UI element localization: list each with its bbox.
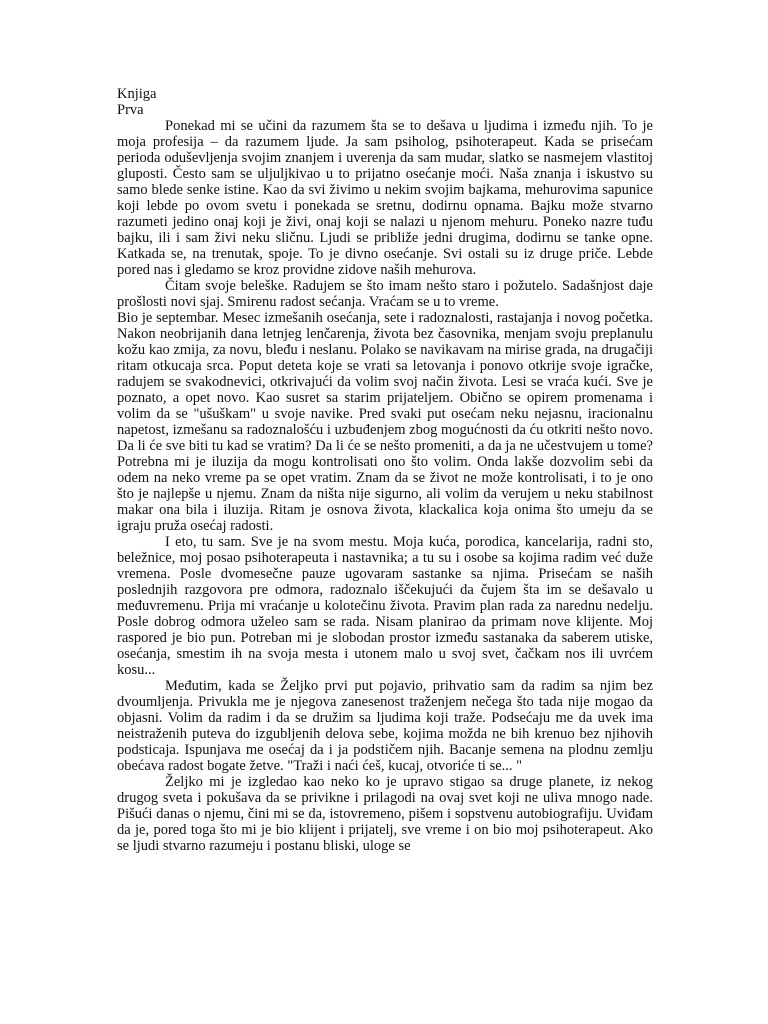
paragraph-4: I eto, tu sam. Sve je na svom mestu. Moja kuća, porodica, kancelarija, radni sto, beležnice, moj posao psihoterapeuta i nastavnika; a tu su i osobe sa kojima radim već duže vremena. Posle dvomesečne pauze ugovaram sastanke sa njima. Prisećam se naših poslednjih razgovora pre odmora, radoznalo iščekujući da čujem šta im se dešavalo u međuvremenu. Prija mi vraćanje u kolotečinu života. Pravim plan rada za narednu nedelju. Posle dobrog odmora uželeo sam se rada. Nisam planirao da primam nove klijente. Moj raspored je bio pun. Potreban mi je slobodan prostor između sastanaka da saberem utiske, osećanja, smestim ih na svoja mesta i utonem malo u svoj svet, čačkam nos ili uvrćem kosu... xyxy=(117,534,653,678)
paragraph-6: Željko mi je izgledao kao neko ko je upravo stigao sa druge planete, iz nekog drugog sveta i pokušava da se privikne i prilagodi na ovaj svet koji ne uliva mnogo nade. Pišući danas o njemu, čini mi se da, istovremeno, pišem i sopstvenu autobiografiju. Uviđam da je, pored toga što mi je bio klijent i prijatelj, sve vreme i on bio moj psihoterapeut. Ako se ljudi stvarno razumeju i postanu bliski, uloge se xyxy=(117,774,653,854)
paragraph-1: Ponekad mi se učini da razumem šta se to dešava u ljudima i između njih. To je moja profesija – da razumem ljude. Ja sam psiholog, psihoterapeut. Kada se prisećam perioda oduševljenja svojim znanjem i uverenja da sam mudar, slatko se nasmejem vlastitoj gluposti. Često sam se uljuljkivao u to prijatno osećanje moći. Naša znanja i iskustvo su samo blede senke istine. Kao da svi živimo u nekim svojim bajkama, mehurovima sapunice koji lebde po ovom svetu i ponekada se sretnu, dodirnu opnama. Bajku može stvarno razumeti jedino onaj koji je živi, onaj koji se nalazi u njenom mehuru. Poneko nazre tuđu bajku, ili i sam živi neku sličnu. Ljudi se približe jedni drugima, dodirnu se tanke opne. Katkada se, na trenutak, spoje. To je divno osećanje. Svi ostali su iz druge priče. Lebde pored nas i gledamo se kroz providne zidove naših mehurova. xyxy=(117,118,653,278)
paragraph-5: Međutim, kada se Željko prvi put pojavio, prihvatio sam da radim sa njim bez dvoumljenja. Privukla me je njegova zanesenost traženjem nečega što tada nije mogao da objasni. Volim da radim i da se družim sa ljudima koji traže. Podsećaju me da uvek ima neistraženih puteva do izgubljenih delova sebe, kojima možda ne bih krenuo bez njihovih podsticaja. Ispunjava me osećaj da i ja podstičem njih. Bacanje semena na plodnu zemlju obećava radost bogate žetve. "Traži i naći ćeš, kucaj, otvoriće ti se... " xyxy=(117,678,653,774)
document-title: Knjiga xyxy=(117,86,157,102)
document-page xyxy=(117,86,653,854)
document-subtitle: Prva xyxy=(117,102,144,118)
paragraph-2: Čitam svoje beleške. Radujem se što imam nešto staro i požutelo. Sadašnjost daje prošlosti novi sjaj. Smirenu radost sećanja. Vraćam se u to vreme. xyxy=(117,278,653,310)
paragraph-3: Bio je septembar. Mesec izmešanih osećanja, sete i radoznalosti, rastajanja i novog početka. Nakon neobrijanih dana letnjeg lenčarenja, života bez časovnika, menjam svoju preplanulu kožu kao zmija, za novu, bleđu i neslanu. Polako se navikavam na mirise grada, na drugačiji ritam otkucaja srca. Poput deteta koje se vrati sa letovanja i ponovo otkrije svoje igračke, radujem se svakodnevici, otkrivajući da volim svoj način života. Lesi se vraća kući. Sve je poznato, a opet novo. Kao susret sa starim prijateljem. Obično se opirem promenama i volim da se "ušuškam" u svoje navike. Pred svaki put osećam neku nejasnu, iracionalnu napetost, izmešanu sa radoznalošću i uzbuđenjem zbog mogućnosti da ću otkriti nešto novo. Da li će sve biti tu kad se vratim? Da li će se nešto promeniti, a da ja ne učestvujem u tome? Potrebna mi je iluzija da mogu kontrolisati ono što volim. Onda lakše dozvolim sebi da odem na neko vreme pa se opet vratim. Znam da se život ne može kontrolisati, i to je ono što je najlepše u njemu. Znam da ništa nije sigurno, ali volim da verujem u neku stabilnost makar ona bila i iluzija. Ritam je osnova života, klackalica koja onima što umeju da se igraju pruža osećaj radosti. xyxy=(117,310,653,534)
